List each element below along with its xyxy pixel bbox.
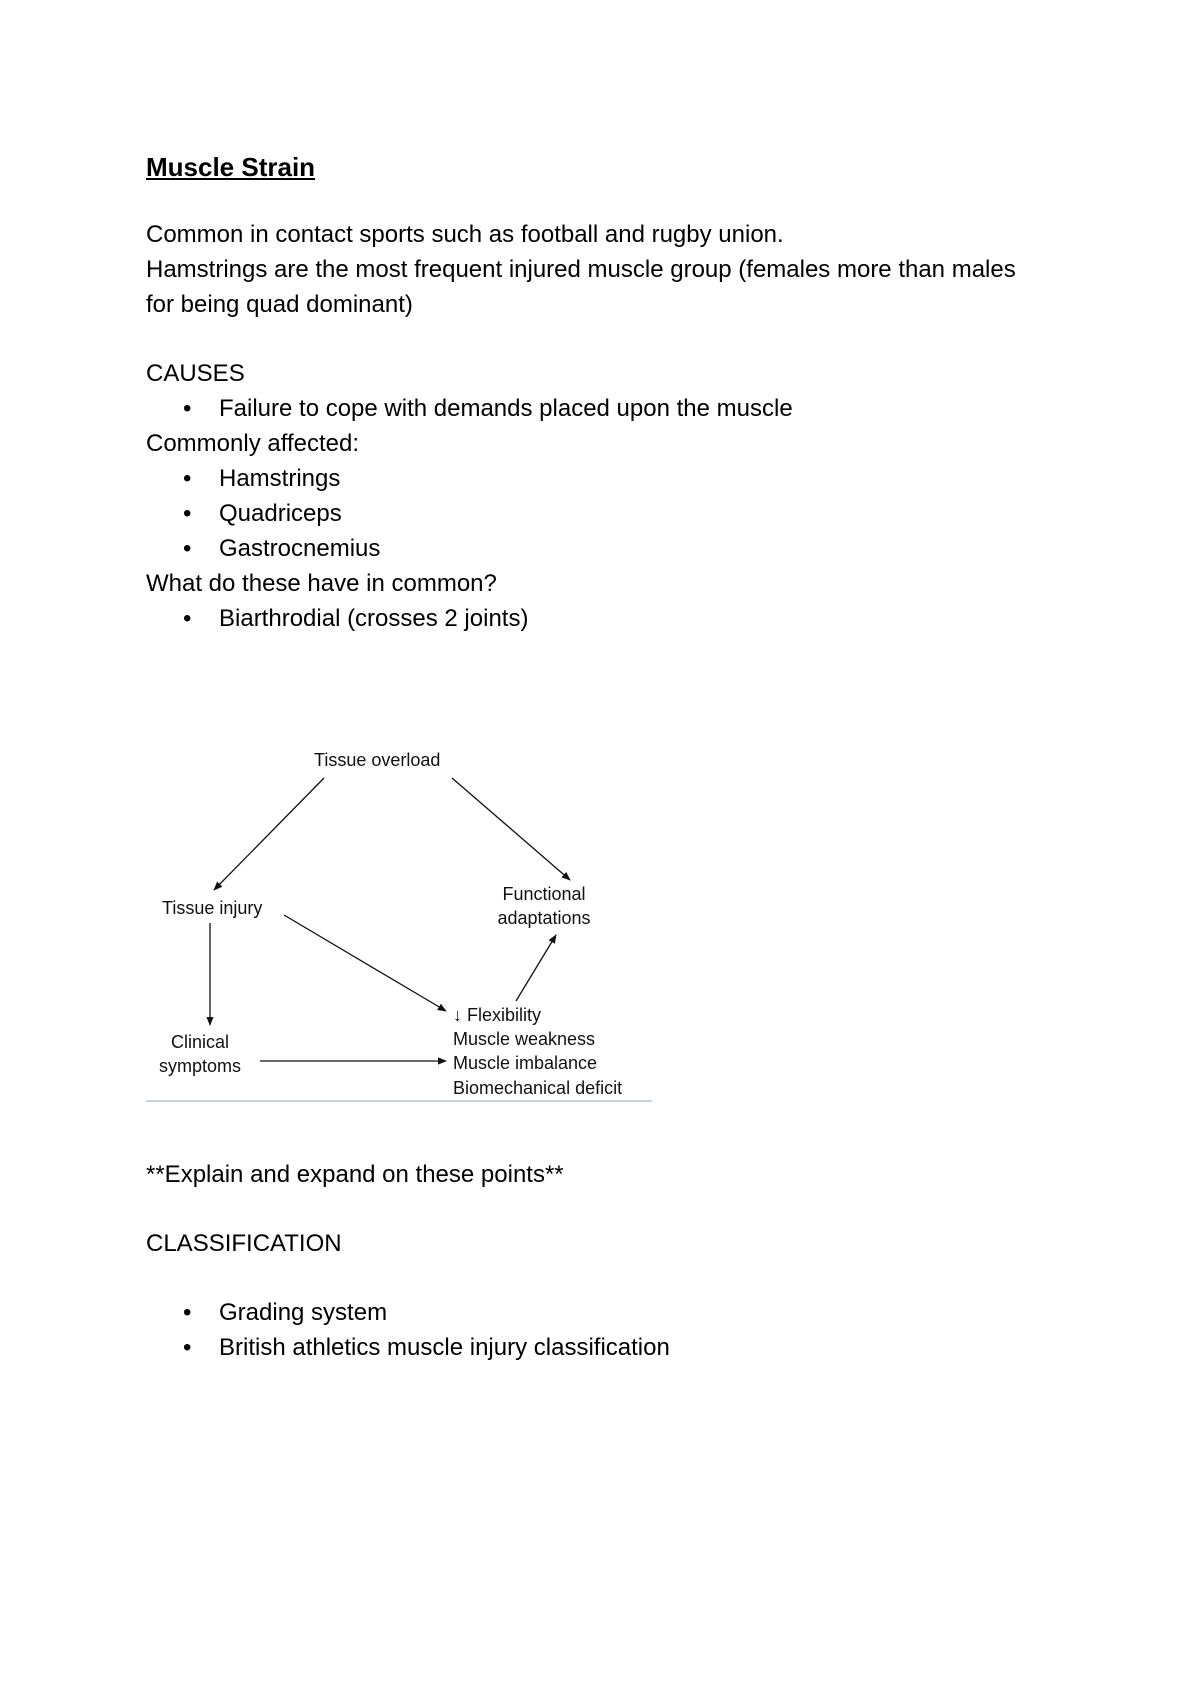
node-outcome-line-4: Biomechanical deficit [453,1078,623,1098]
classification-list [146,1295,1046,1365]
list-item: • Failure to cope with demands placed upon the muscle [146,391,1046,426]
affected-heading: Commonly affected: [146,430,359,457]
spacer [146,1261,1046,1295]
node-tissue-injury: Tissue injury [162,898,263,918]
causes-list [146,391,1046,426]
node-functional-line-2: adaptations [497,908,591,928]
list-item: • Quadriceps [146,496,1046,531]
node-outcome-line-2: Muscle weakness [453,1029,596,1049]
causes-heading: CAUSES [146,360,245,387]
arrow-outcomes-to-adaptations [516,935,556,1001]
node-tissue-overload: Tissue overload [314,750,441,770]
node-functional-line-1: Functional [502,884,586,904]
classification-heading: CLASSIFICATION [146,1230,342,1257]
node-clinical-line-1: Clinical [170,1032,230,1052]
list-item: • Hamstrings [146,461,1046,496]
common-list [146,601,1046,636]
explain-note: **Explain and expand on these points** [146,1161,564,1188]
common-heading: What do these have in common? [146,570,497,597]
node-outcome-line-1: ↓ Flexibility [453,1005,542,1025]
document-body [146,150,1046,1365]
arrow-injury-to-outcomes [284,915,446,1011]
muscle-strain-diagram [144,690,654,1124]
list-item: • Biarthrodial (crosses 2 joints) [146,601,1046,636]
list-item: • Gastrocnemius [146,531,1046,566]
arrow-overload-to-adaptations [452,778,570,880]
diagram-canvas [144,690,654,1124]
list-item: • Grading system [146,1295,1046,1330]
page-title: Muscle Strain [146,152,316,182]
node-clinical-line-2: symptoms [158,1056,242,1076]
list-item: • British athletics muscle injury classification [146,1330,1046,1365]
node-outcome-line-3: Muscle imbalance [453,1053,598,1073]
intro-line-2: Hamstrings are the most frequent injured muscle group (females more than males for being quad dominant) [146,256,1016,318]
intro-line-1: Common in contact sports such as football and rugby union. [146,221,784,248]
spacer [146,322,1046,356]
arrow-overload-to-injury [214,778,324,890]
affected-list [146,461,1046,566]
spacer [146,1192,1046,1226]
